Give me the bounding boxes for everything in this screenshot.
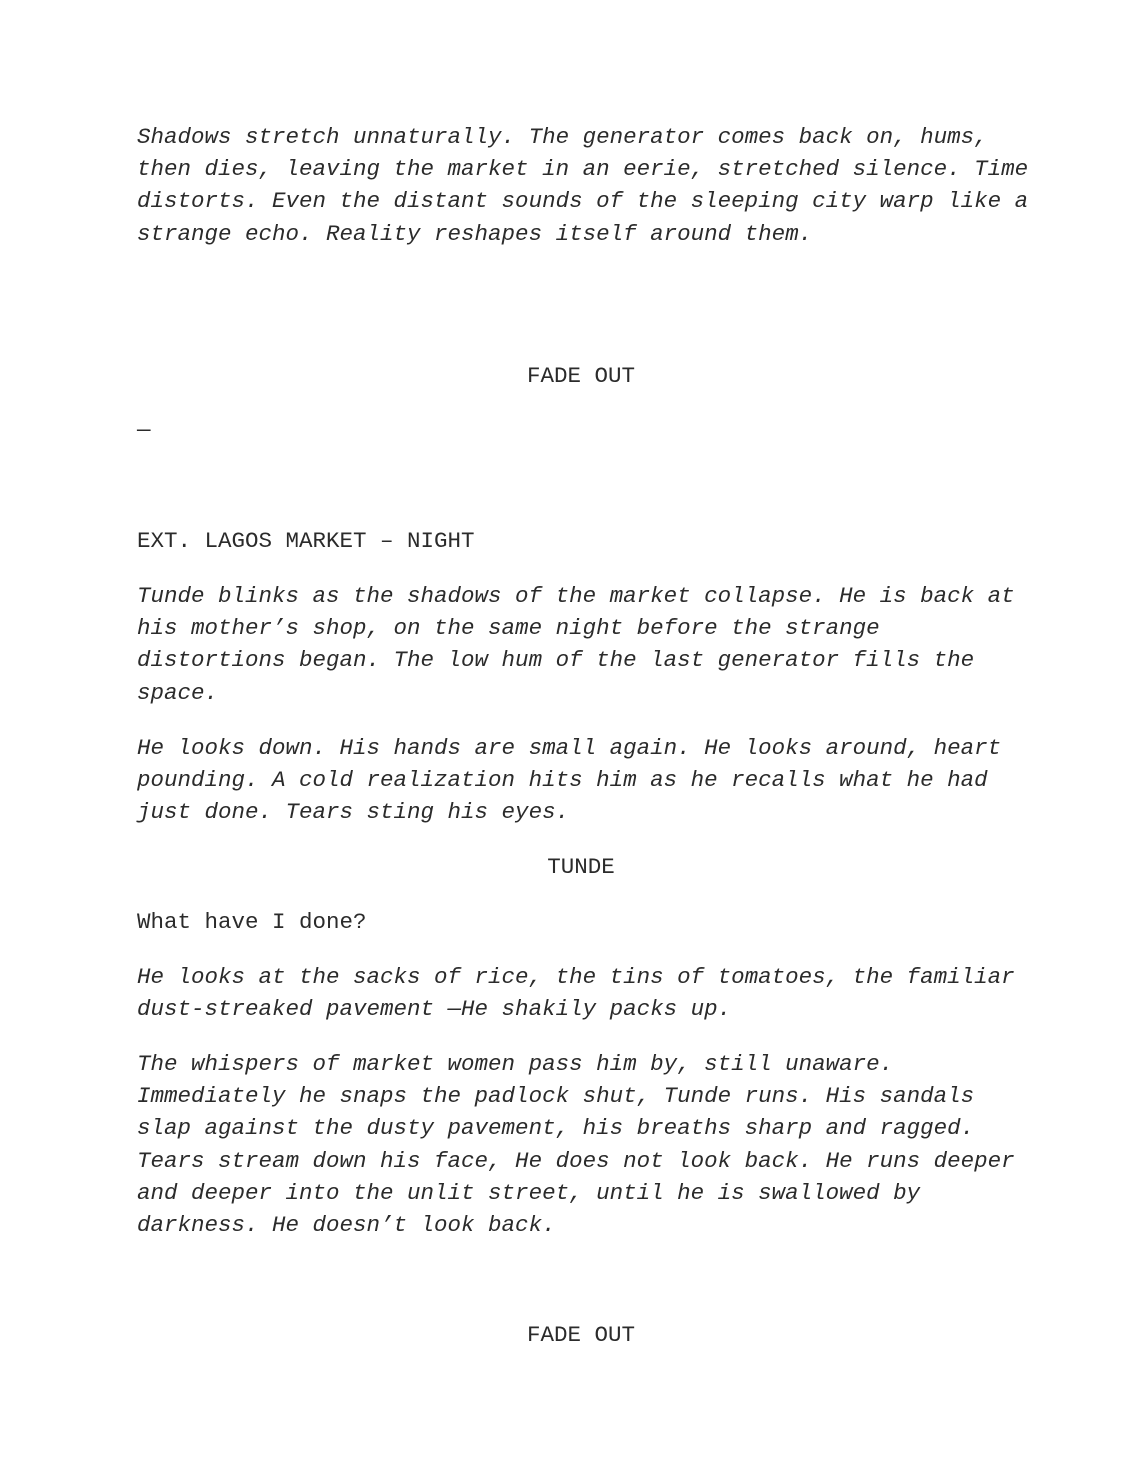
separator-dash: —	[137, 417, 151, 443]
action-paragraph-shadows: Shadows stretch unnaturally. The generator comes back on, hums, then dies, leaving the market in an eerie, stretched silence. Time distorts. Even the distant sounds of the sleeping city warp like a strange echo. Reality reshapes itself around them.	[137, 124, 1029, 247]
action-paragraph-looks-down: He looks down. His hands are small again. He looks around, heart pounding. A cold realization hits him as he recalls what he had just done. Tears sting his eyes.	[137, 735, 1002, 826]
action-paragraph-sacks-of-rice: He looks at the sacks of rice, the tins of tomatoes, the familiar dust-streaked pavement —He shakily packs up.	[137, 964, 1015, 1023]
dialogue-line: What have I done?	[137, 909, 367, 935]
action-paragraph-whispers: The whispers of market women pass him by, still unaware. Immediately he snaps the padlock shut, Tunde runs. His sandals slap against the dusty pavement, his breaths sharp and ragged. Tears stream down his face, He does not look back. He runs deeper and deeper into the unlit street, until he is swallowed by darkness. He doesn’t look back.	[137, 1051, 1015, 1239]
character-name: TUNDE	[547, 854, 615, 880]
action-paragraph-tunde-blinks: Tunde blinks as the shadows of the market collapse. He is back at his mother’s shop, on the same night before the strange distortions began. The low hum of the last generator fills the space.	[137, 583, 1015, 706]
scene-heading: EXT. LAGOS MARKET – NIGHT	[137, 528, 475, 554]
transition-fade-out-2: FADE OUT	[526, 1322, 636, 1348]
transition-fade-out-1: FADE OUT	[526, 363, 636, 389]
